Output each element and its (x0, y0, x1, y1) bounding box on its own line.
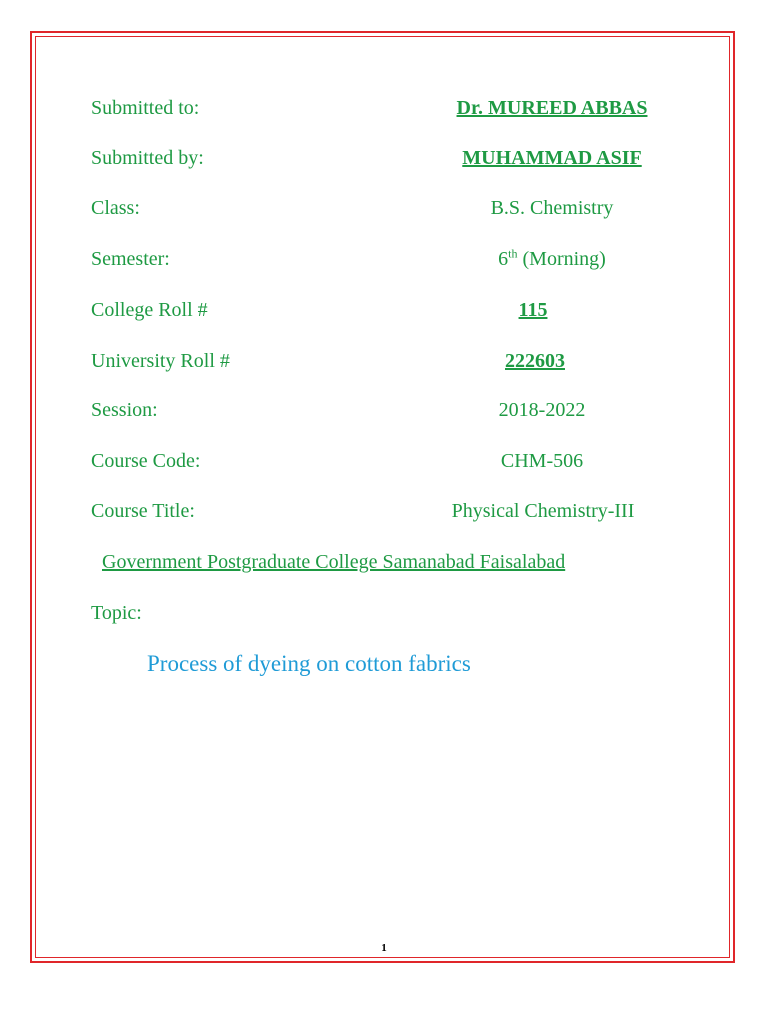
course-title-label: Course Title: (91, 500, 195, 522)
class-row (0, 193, 768, 223)
submitted-by-value: MUHAMMAD ASIF (462, 147, 642, 169)
course-title-value: Physical Chemistry-III (451, 500, 635, 522)
semester-label: Semester: (91, 248, 170, 270)
session-row (0, 395, 768, 425)
course-code-label: Course Code: (91, 450, 201, 472)
submitted-to-value: Dr. MUREED ABBAS (456, 97, 648, 119)
university-roll-value: 222603 (505, 350, 565, 372)
college-roll-label: College Roll # (91, 299, 208, 321)
course-code-value: CHM-506 (500, 450, 584, 472)
session-value: 2018-2022 (498, 399, 586, 421)
semester-superscript: th (508, 246, 518, 261)
college-roll-row (0, 295, 768, 325)
semester-row (0, 244, 768, 274)
class-label: Class: (91, 197, 140, 219)
semester-shift: (Morning) (517, 248, 606, 270)
course-title-row (0, 496, 768, 526)
submitted-to-label: Submitted to: (91, 97, 200, 119)
course-code-row (0, 446, 768, 476)
session-label: Session: (91, 399, 158, 421)
college-roll-value: 115 (518, 299, 548, 321)
topic-title: Process of dyeing on cotton fabrics (147, 651, 471, 676)
submitted-by-label: Submitted by: (91, 147, 204, 169)
topic-label: Topic: (91, 602, 142, 624)
university-roll-label: University Roll # (91, 350, 230, 372)
class-value: B.S. Chemistry (490, 197, 614, 219)
semester-number: 6 (498, 248, 509, 270)
page-number: 1 (381, 942, 387, 954)
semester-value (430, 244, 674, 274)
submitted-by-row (0, 143, 768, 173)
college-name: Government Postgraduate College Samanabad Faisalabad (102, 551, 566, 573)
university-roll-row (0, 346, 768, 376)
submitted-to-row (0, 93, 768, 123)
